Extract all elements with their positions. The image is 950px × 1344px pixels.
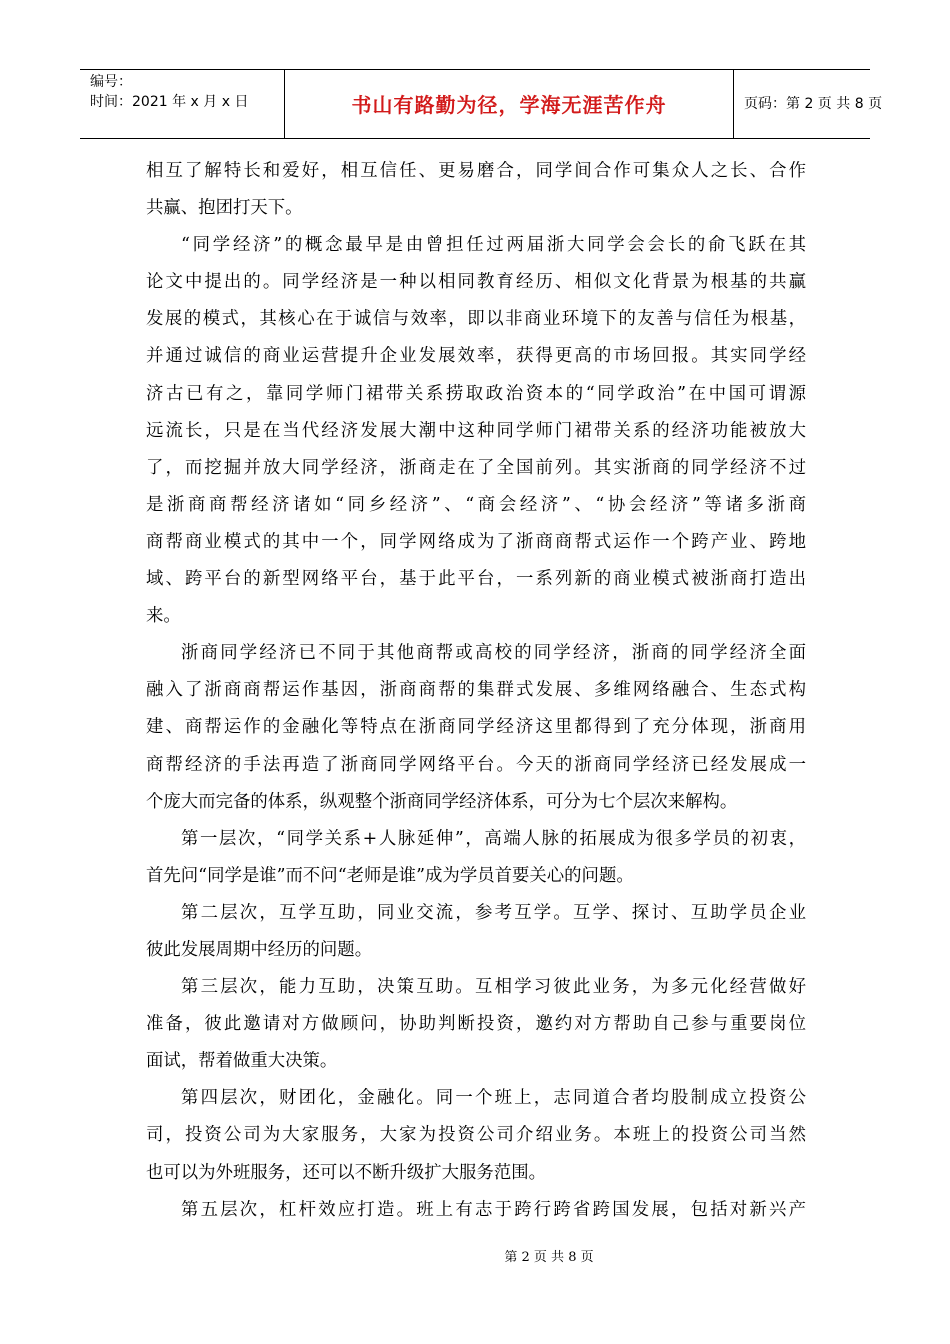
text-line: 彼此发展周期中经历的问题。 [146, 939, 373, 960]
text-line: 是浙商商帮经济诸如“同乡经济”、“商会经济”、“协会经济”等诸多浙商 [146, 494, 806, 515]
text-line: 面试，帮着做重大决策。 [146, 1051, 338, 1072]
footer-page-number: 第 2 页 共 8 页 [504, 1250, 594, 1265]
text-line: 首先问“同学是谁”而不问“老师是谁”成为学员首要关心的问题。 [146, 865, 634, 886]
document-date-label: 时间：2021 年 x 月 x 日 [90, 94, 249, 110]
document-number-label: 编号： [90, 74, 132, 90]
text-line: 并通过诚信的商业运营提升企业发展效率，获得更高的市场回报。其实同学经 [146, 346, 806, 367]
text-line: 第三层次，能力互助，决策互助。互相学习彼此业务，为多元化经营做好 [181, 977, 806, 998]
text-line: 建、商帮运作的金融化等特点在浙商同学经济这里都得到了充分体现，浙商用 [146, 717, 806, 738]
text-line: 域、跨平台的新型网络平台，基于此平台，一系列新的商业模式被浙商打造出 [146, 569, 806, 590]
text-line: 融入了浙商商帮运作基因，浙商商帮的集群式发展、多维网络融合、生态式构 [146, 680, 806, 701]
text-line: 浙商同学经济已不同于其他商帮或高校的同学经济，浙商的同学经济全面 [181, 643, 806, 664]
text-line: 第二层次，互学互助，同业交流，参考互学。互学、探讨、互助学员企业 [181, 902, 806, 923]
text-line: 共赢、抱团打天下。 [146, 198, 303, 219]
header-motto: 书山有路勤为径，学海无涯苦作舟 [351, 93, 667, 117]
header-page-cell [734, 70, 883, 138]
text-line: 也可以为外班服务，还可以不断升级扩大服务范围。 [146, 1162, 546, 1183]
header-info-cell [80, 70, 285, 138]
document-body [146, 153, 806, 1229]
text-line: 第四层次，财团化，金融化。同一个班上，志同道合者均股制成立投资公 [181, 1088, 806, 1109]
text-line: 济古已有之，靠同学师门裙带关系捞取政治资本的“同学政治”在中国可谓源 [146, 383, 806, 404]
header-page-info: 页码：第 2 页 共 8 页 [744, 96, 883, 112]
text-line: 第一层次，“同学关系+人脉延伸”，高端人脉的拓展成为很多学员的初衷， [181, 828, 806, 849]
text-line: 发展的模式，其核心在于诚信与效率，即以非商业环境下的友善与信任为根基， [146, 309, 806, 330]
text-line: 了，而挖掘并放大同学经济，浙商走在了全国前列。其实浙商的同学经济不过 [146, 457, 806, 478]
document-header [80, 69, 883, 139]
text-line: 商帮商业模式的其中一个，同学网络成为了浙商商帮式运作一个跨产业、跨地 [146, 531, 806, 552]
text-line: “同学经济”的概念最早是由曾担任过两届浙大同学会会长的俞飞跃在其 [181, 235, 806, 256]
text-line: 相互了解特长和爱好，相互信任、更易磨合，同学间合作可集众人之长、合作 [146, 161, 806, 181]
text-line: 准备，彼此邀请对方做顾问，协助判断投资，邀约对方帮助自己参与重要岗位 [146, 1014, 806, 1035]
header-motto-cell [285, 70, 734, 138]
text-line: 远流长，只是在当代经济发展大潮中这种同学师门裙带关系的经济功能被放大 [146, 420, 806, 441]
text-line: 论文中提出的。同学经济是一种以相同教育经历、相似文化背景为根基的共赢 [146, 272, 806, 293]
text-line: 个庞大而完备的体系，纵观整个浙商同学经济体系，可分为七个层次来解构。 [146, 791, 738, 812]
text-line: 第五层次，杠杆效应打造。班上有志于跨行跨省跨国发展，包括对新兴产 [181, 1199, 806, 1220]
page-footer [0, 1249, 950, 1267]
text-line: 来。 [146, 606, 181, 627]
text-line: 司，投资公司为大家服务，大家为投资公司介绍业务。本班上的投资公司当然 [146, 1125, 806, 1146]
text-line: 商帮经济的手法再造了浙商同学网络平台。今天的浙商同学经济已经发展成一 [146, 754, 806, 775]
